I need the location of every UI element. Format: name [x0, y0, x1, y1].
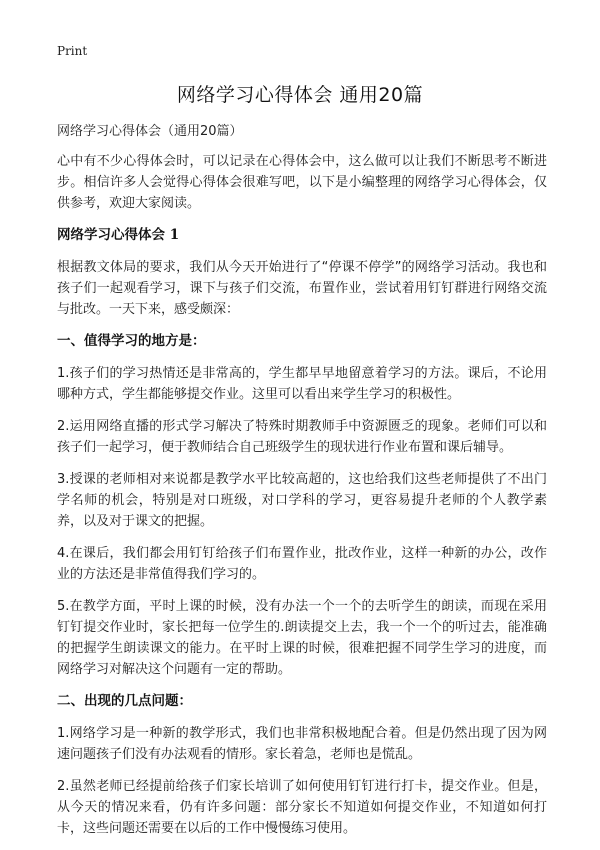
document-title: 网络学习心得体会 通用20篇: [176, 84, 424, 106]
advantage-point-3: 3.授课的老师相对来说都是教学水平比较高超的，这也给我们这些老师提供了不出门学名师的机会，特别是对口班级，对口学科的学习，更容易提升老师的个人教学素养，以及对于课文的把握。: [57, 472, 547, 529]
heading-problems: 二、出现的几点问题：: [57, 693, 192, 709]
problem-point-1: 1.网络学习是一种新的教学形式，我们也非常积极地配合着。但是仍然出现了因为网速问题孩子们没有办法观看的情形。家长着急，老师也是慌乱。: [57, 726, 547, 762]
advantage-point-1: 1.孩子们的学习热情还是非常高的，学生都早早地留意着学习的方法。课后，不论用哪种方式，学生都能够提交作业。这里可以看出来学生学习的积极性。: [57, 366, 547, 402]
advantage-point-2: 2.运用网络直播的形式学习解决了特殊时期教师手中资源匮乏的现象。老师们可以和孩子们一起学习，便于教师结合自己班级学生的现状进行作业布置和课后辅导。: [57, 419, 547, 455]
intro-paragraph: 心中有不少心得体会时，可以记录在心得体会中，这么做可以让我们不断思考不断进步。相信许多人会觉得心得体会很难写吧，以下是小编整理的网络学习心得体会，仅供参考，欢迎大家阅读。: [57, 154, 547, 211]
document-subtitle: 网络学习心得体会（通用20篇）: [57, 124, 243, 139]
advantage-point-4: 4.在课后，我们都会用钉钉给孩子们布置作业，批改作业，这样一种新的办公，改作业的方法还是非常值得我们学习的。: [57, 546, 547, 582]
advantage-point-5: 5.在教学方面，平时上课的时候，没有办法一个一个的去听学生的朗读，而现在采用钉钉提交作业时，家长把每一位学生的.朗读提交上去，我一个一个的听过去，能准确的把握学生朗读课文的能力。在平时上课的时候，很难把握不同学生学习的进度，而网络学习对解决这个问题有一定的帮助。: [57, 599, 547, 677]
section-title: 网络学习心得体会 1: [57, 227, 180, 243]
print-label[interactable]: Print: [57, 44, 88, 58]
problem-point-2: 2.虽然老师已经提前给孩子们家长培训了如何使用钉钉进行打卡，提交作业。但是，从今天的情况来看，仍有许多问题：部分家长不知道如何提交作业，不知道如何打卡，这些问题还需要在以后的工作中慢慢练习使用。: [57, 779, 547, 836]
heading-advantages: 一、值得学习的地方是：: [57, 333, 206, 349]
section-intro-paragraph: 根据教文体局的要求，我们从今天开始进行了“停课不停学”的网络学习活动。我也和孩子们一起观看学习，课下与孩子们交流，布置作业，尝试着用钉钉群进行网络交流与批改。一天下来，感受颇深：: [57, 260, 547, 317]
document-body: [57, 122, 547, 850]
